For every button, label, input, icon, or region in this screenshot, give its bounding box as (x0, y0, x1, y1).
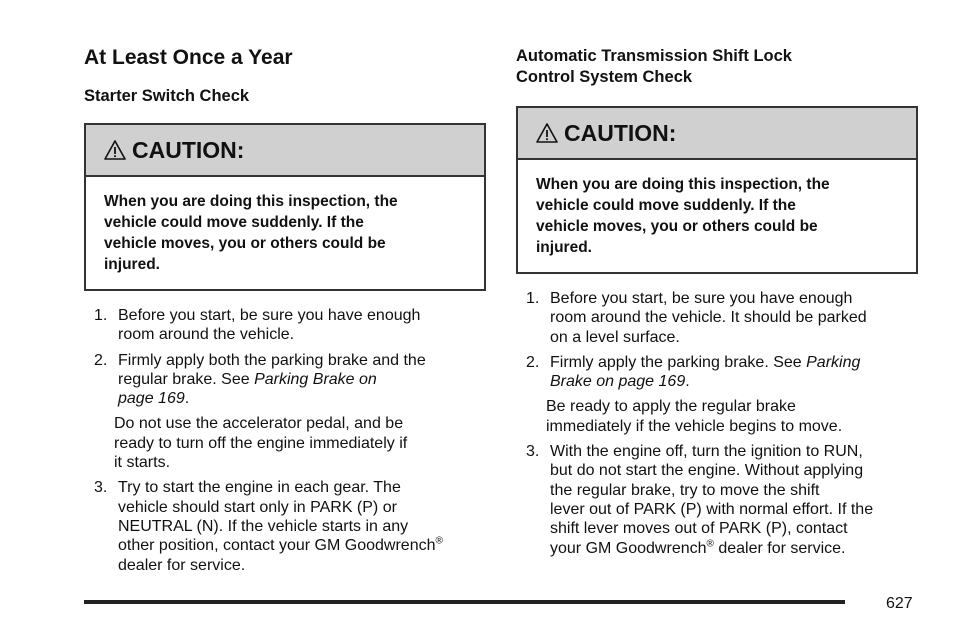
heading-line: Control System Check (516, 68, 693, 86)
steps-list-right (516, 289, 918, 564)
step-line: room around the vehicle. It should be parked (550, 309, 867, 327)
step-line: Firmly apply both the parking brake and the (118, 351, 426, 369)
step-text: other position, contact your GM Goodwrench (118, 537, 436, 555)
step-note (516, 397, 918, 436)
caution-box-right (516, 106, 918, 274)
page-reference: Parking (806, 353, 861, 371)
step-number: 3. (94, 479, 108, 497)
step-line (550, 539, 918, 558)
caution-line: vehicle moves, you or others could be (104, 235, 386, 252)
step-number: 3. (526, 443, 540, 461)
caution-text (518, 160, 916, 272)
step-line: but do not start the engine. Without applying (550, 462, 864, 480)
step-text: your GM Goodwrench (550, 539, 707, 557)
step-line: on a level surface. (550, 328, 680, 346)
step-line (118, 536, 486, 555)
warning-triangle-icon (104, 139, 126, 161)
section-heading: At Least Once a Year (84, 46, 293, 69)
step-line (550, 353, 918, 372)
list-item (84, 478, 486, 574)
caution-line: vehicle moves, you or others could be (536, 218, 818, 235)
list-item (516, 353, 918, 392)
step-line: lever out of PARK (P) with normal effort. If the (550, 500, 874, 518)
note-line: Be ready to apply the regular brake (546, 398, 796, 416)
note-line: ready to turn off the engine immediately if (114, 434, 408, 452)
caution-header (86, 125, 484, 177)
step-line: Try to start the engine in each gear. The (118, 479, 401, 497)
caution-line: When you are doing this inspection, the (536, 176, 830, 193)
caution-line: When you are doing this inspection, the (104, 193, 398, 210)
step-line: shift lever moves out of PARK (P), contact (550, 520, 848, 538)
step-line (118, 370, 486, 389)
note-line: it starts. (114, 454, 171, 472)
caution-box-left (84, 123, 486, 291)
list-item (84, 351, 486, 409)
step-line: With the engine off, turn the ignition to RUN, (550, 443, 863, 461)
step-line (118, 389, 486, 408)
caution-text (86, 177, 484, 289)
list-item (516, 289, 918, 347)
shift-lock-heading (516, 46, 792, 88)
steps-list-left (84, 306, 486, 581)
list-item (516, 442, 918, 558)
step-line: Before you start, be sure you have enough (118, 307, 421, 324)
note-line: immediately if the vehicle begins to move. (546, 417, 843, 435)
step-number: 1. (94, 307, 108, 324)
step-note (84, 414, 486, 472)
step-text: . (685, 373, 690, 391)
step-text: . (184, 390, 190, 408)
caution-line: injured. (104, 256, 160, 273)
caution-line: injured. (536, 239, 592, 256)
warning-triangle-icon (536, 122, 558, 144)
caution-title: CAUTION: (564, 119, 677, 146)
step-text: Firmly apply the parking brake. See (550, 353, 807, 371)
step-line: the regular brake, try to move the shift (550, 481, 820, 499)
heading-line: Automatic Transmission Shift Lock (516, 47, 792, 65)
step-number: 2. (526, 353, 540, 371)
step-line: NEUTRAL (N). If the vehicle starts in any (118, 517, 409, 535)
caution-title: CAUTION: (132, 136, 245, 163)
list-item (84, 306, 486, 345)
caution-line: vehicle could move suddenly. If the (536, 197, 796, 214)
page-reference: Parking Brake on (254, 370, 377, 388)
step-number: 1. (526, 290, 540, 307)
footer-rule (84, 600, 845, 604)
step-line: dealer for service. (118, 556, 246, 574)
step-line: vehicle should start only in PARK (P) or (118, 498, 397, 516)
step-text: regular brake. See (118, 370, 255, 388)
registered-mark: ® (706, 538, 714, 550)
page-reference: page 169 (118, 390, 185, 408)
page-number: 627 (886, 595, 913, 612)
page-reference: Brake on page 169 (550, 373, 686, 391)
step-text: dealer for service. (713, 539, 846, 557)
note-line: Do not use the accelerator pedal, and be (114, 415, 404, 433)
caution-header (518, 108, 916, 160)
step-number: 2. (94, 351, 108, 369)
starter-switch-heading: Starter Switch Check (84, 87, 250, 105)
caution-line: vehicle could move suddenly. If the (104, 214, 364, 231)
step-line: Before you start, be sure you have enough (550, 290, 853, 307)
step-line (550, 372, 918, 391)
step-line: room around the vehicle. (118, 326, 295, 344)
registered-mark: ® (435, 535, 443, 547)
